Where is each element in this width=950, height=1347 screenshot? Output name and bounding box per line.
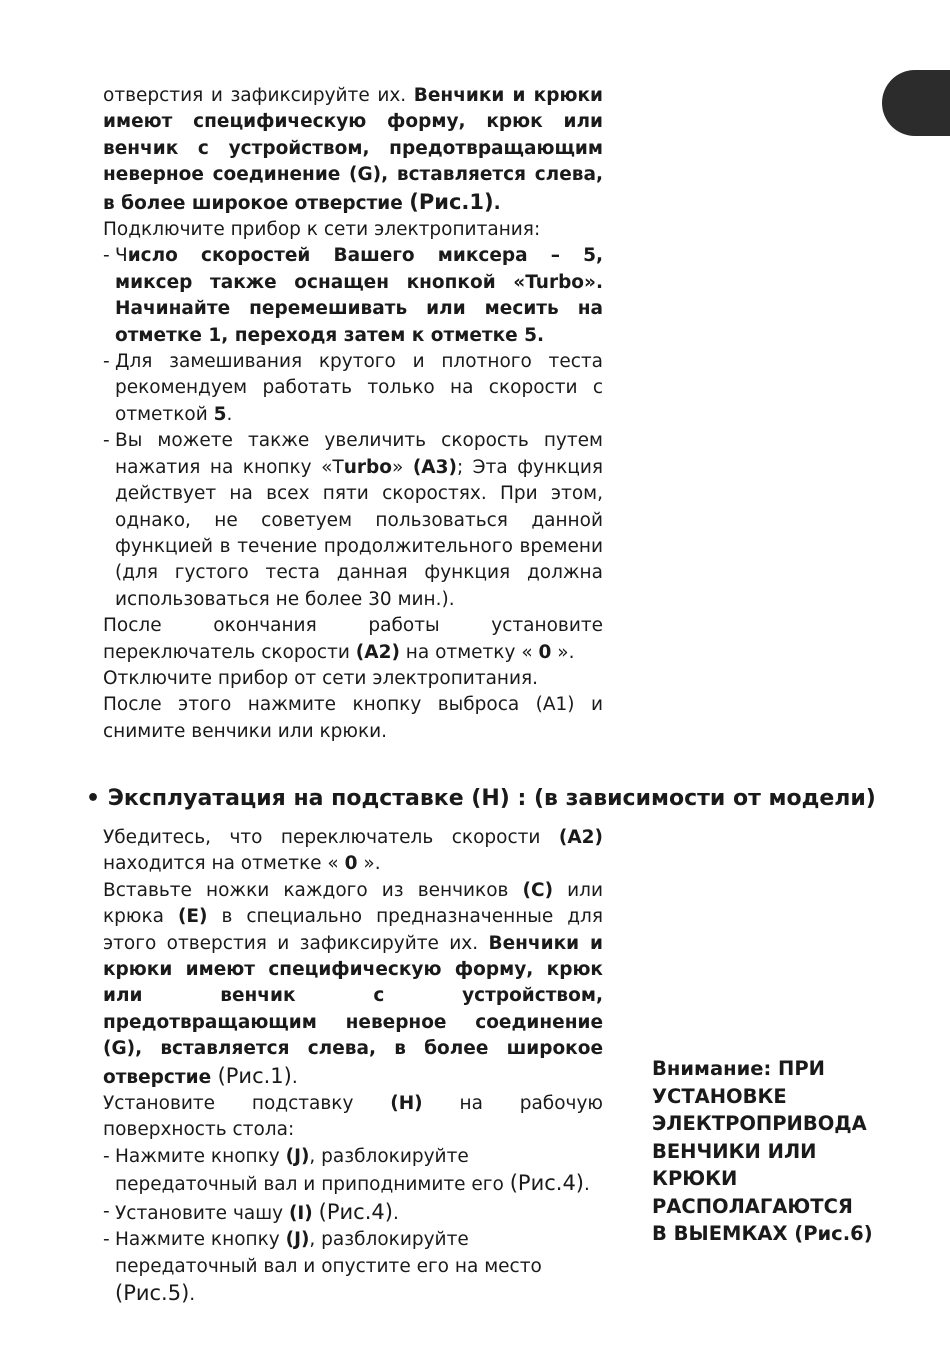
note-line: ЭЛЕКТРОПРИВОДА [652,1112,867,1135]
paragraph: Вставьте ножки каждого из венчиков (C) или крюка (E) в специально предназначенные для этого отверстия и зафиксируйте их. Венчики и крюки имеют специфическую форму, крюк или венчик с устройством, предотвращающим неверное соединение (G), вставляется слева, в более широкое отверстие (Рис.1). [103,879,604,1088]
section-heading: • Эксплуатация на подставке (H) : (в зависимости от модели) [86,786,876,811]
section-tab-marker [882,70,950,136]
note-line: ВЕНЧИКИ ИЛИ [652,1139,817,1163]
list-item: - Нажмите кнопку (J), разблокируйте передаточный вал и опустите его на место (Рис.5). [103,1229,542,1305]
paragraph: отверстия и зафиксируйте их. Венчики и крюки имеют специфическую форму, крюк или венчик с устройством, предотвращающим неверное соединение (G), вставляется слева, в более широкое отверстие (Рис.1). [103,85,603,214]
figure-reference: (Рис.5) [115,1280,190,1305]
figure-reference: (Рис.1) [217,1063,292,1088]
note-line: Внимание: ПРИ [652,1057,825,1080]
paragraph: Отключите прибор от сети электропитания. [103,667,539,689]
list-item: - Нажмите кнопку (J), разблокируйте передаточный вал и приподнимите его (Рис.4). [103,1145,590,1196]
note-line: РАСПОЛАГАЮТСЯ [652,1194,853,1218]
note-line: В ВЫЕМКАХ (Рис.6) [652,1222,873,1245]
figure-reference: (Рис.4) [318,1199,393,1224]
paragraph: Подключите прибор к сети электропитания: [103,219,541,241]
instructions-column-top [103,83,603,745]
note-line: УСТАНОВКЕ [652,1084,787,1108]
paragraph: После этого нажмите кнопку выброса (A1) и снимите венчики или крюки. [103,694,603,742]
paragraph: Убедитесь, что переключатель скорости (A2) находится на отметке « 0 ». [103,827,603,875]
note-line: КРЮКИ [652,1167,738,1190]
figure-reference: (Рис.4) [509,1171,584,1196]
list-item: - Установите чашу (I) (Рис.4). [103,1199,399,1224]
list-item: - Число скоростей Вашего миксера – 5, миксер также оснащен кнопкой «Turbo». Начинайте перемешивать или месить на отметке 1, переходя затем к отметке 5. [103,245,603,346]
instructions-column-stand [103,825,603,1308]
list-item: - Вы можете также увеличить скорость путем нажатия на кнопку «Тurbo» (A3); Эта функция действует на всех пяти скоростях. При этом, однако, не советуем пользоваться данной функцией в течение продолжительного времени (для густого теста данная функция должна использоваться не более 30 мин.). [103,430,603,610]
bold-text: Венчики и крюки имеют специфическую форму, крюк или венчик с устройством, предотвращающим неверное соединение (G), вставляется слева, в более широкое отверстие [103,932,604,1088]
paragraph: После окончания работы установите переключатель скорости (A2) на отметку « 0 ». [103,615,603,663]
figure-reference: (Рис.1) [409,189,494,214]
warning-note [652,1055,882,1248]
paragraph: Установите подставку (H) на рабочую поверхность стола: [103,1093,603,1141]
bold-text: Венчики и крюки имеют специфическую форму, крюк или венчик с устройством, предотвращающим неверное соединение (G), вставляется слева, в более широкое отверстие [103,85,603,214]
list-item: - Для замешивания крутого и плотного теста рекомендуем работать только на скорости с отметкой 5. [103,351,603,425]
